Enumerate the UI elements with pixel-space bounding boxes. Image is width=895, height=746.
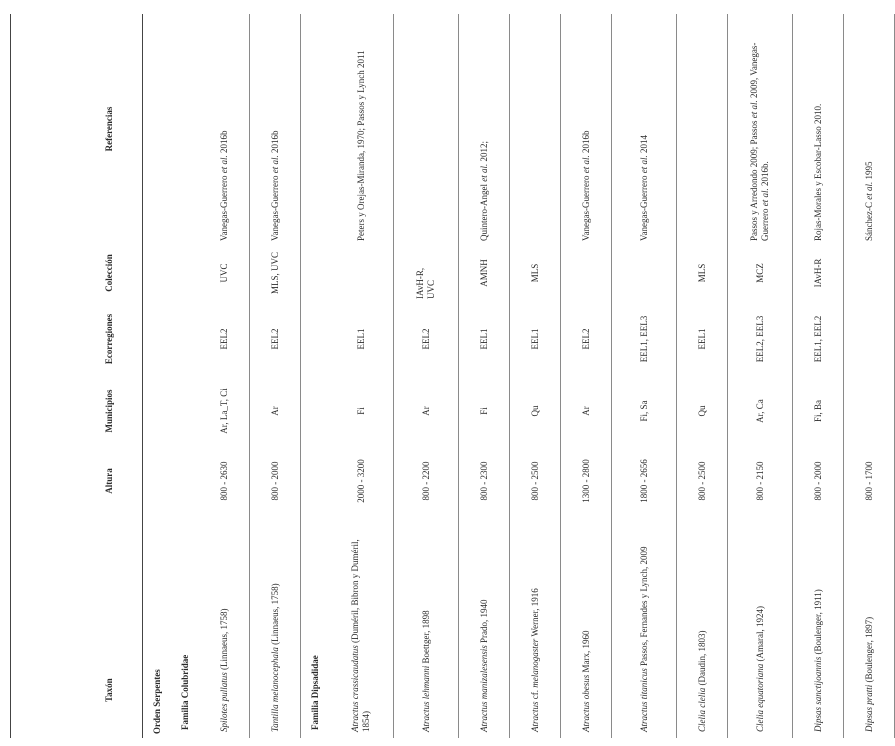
cell-ecorregiones: EEL1 <box>355 328 366 350</box>
ref-text: Sánchez-C <box>863 199 874 241</box>
cell-referencias <box>250 14 301 244</box>
table-row <box>329 14 394 738</box>
table-row <box>199 14 250 738</box>
cell-ecorregiones: EEL2 <box>269 328 280 350</box>
ref-text-post: 2012; <box>478 141 489 164</box>
ref-et-al: et al. <box>638 155 649 174</box>
species-author: Prado, 1940 <box>478 599 489 646</box>
ref-text: Vanegas-Guerrero <box>269 173 280 241</box>
order-label: Orden Serpentes <box>151 669 162 734</box>
cell-altura: 800 - 2000 <box>812 461 823 501</box>
table-row <box>844 14 895 738</box>
cell-referencias <box>329 14 394 244</box>
species-name: Clelia equatoriana <box>754 663 765 732</box>
table-row <box>459 14 510 738</box>
ref-text-post: 2016b <box>218 130 229 156</box>
cell-municipios: Ar <box>580 406 591 416</box>
species-name: Atractus titanicus <box>638 668 649 732</box>
species-name: Atractus <box>529 701 540 732</box>
ref-text-post: 2016b <box>269 130 280 156</box>
family-label-colubridae: Familia Colubridae <box>179 654 190 730</box>
ref-text: Quintero-Angel <box>478 181 489 241</box>
cell-altura: 800 - 2500 <box>696 461 707 501</box>
cell-coleccion: MLS <box>696 263 707 283</box>
cell-coleccion: MLS <box>529 263 540 283</box>
table-row <box>561 14 612 738</box>
species-epithet: melanogaster <box>529 638 540 688</box>
cell-municipios: Fi <box>478 407 489 415</box>
cell-ecorregiones: EEL1, EEL3 <box>638 315 649 363</box>
cell-altura: 1300 - 2800 <box>580 459 591 503</box>
species-author: Werner, 1916 <box>529 588 540 639</box>
header-ecorregiones: Ecorregiones <box>103 313 114 365</box>
ref-et-al: et al. <box>580 155 591 174</box>
species-author: (Boulenger, 1897) <box>863 616 874 685</box>
ref-text-post: 2016b. <box>760 161 770 189</box>
cell-referencias <box>561 14 612 244</box>
species-author: Boettger, 1898 <box>420 610 431 666</box>
ref-text-post: 2016b <box>580 130 591 156</box>
cell-ecorregiones: EEL2 <box>580 328 591 350</box>
cell-municipios: Fi, Sa <box>638 400 649 422</box>
cell-ecorregiones: EEL2 <box>218 328 229 350</box>
cell-municipios: Ar <box>420 406 431 416</box>
species-name: Atractus lehmanni <box>420 665 431 732</box>
ref-et-al: et al. <box>863 181 874 200</box>
cell-coleccion: AMNH <box>478 259 489 287</box>
cell-referencias <box>199 14 250 244</box>
ref-et-al: et al. <box>218 155 229 174</box>
table-row <box>793 14 844 738</box>
cell-altura: 800 - 2000 <box>269 461 280 501</box>
ref-text-post: 1995 <box>863 161 874 182</box>
species-author: Marx, 1960 <box>580 630 591 675</box>
top-rule <box>11 14 77 738</box>
species-name: Atractus crassicaudatus <box>350 645 361 732</box>
species-author: (Daudin, 1803) <box>696 630 707 688</box>
header-altura: Altura <box>103 468 114 494</box>
species-name: Atractus obesus <box>580 674 591 732</box>
cell-referencias <box>612 14 677 244</box>
species-author: (Linnaeus, 1758) <box>269 583 280 648</box>
species-author: Passos, Fernandes y Lynch, 2009 <box>638 546 649 669</box>
table-row <box>394 14 459 738</box>
table-row <box>728 14 793 738</box>
cell-referencias <box>510 14 561 244</box>
table-row <box>510 14 561 738</box>
species-name: Tantilla melanocephala <box>269 647 280 732</box>
order-row <box>143 14 172 738</box>
cell-municipios: Fi, Ba <box>812 400 823 423</box>
cell-ecorregiones: EEL1 <box>478 328 489 350</box>
ref-text: Peters y Orejas-Miranda, 1970; Passos y Lynch 2011 <box>355 50 366 241</box>
header-coleccion: Colección <box>103 254 114 292</box>
cell-coleccion <box>844 244 895 302</box>
cell-ecorregiones: EEL2, EEL3 <box>754 315 765 363</box>
ref-text-mid: 2009, Vanegas-Guerrero <box>749 42 770 241</box>
cell-ecorregiones: EEL1 <box>529 328 540 350</box>
species-author: (Amaral, 1924) <box>754 606 765 664</box>
cell-municipios: Qu <box>696 405 707 417</box>
header-municipios: Municipios <box>103 389 114 433</box>
species-name: Dipsas pratti <box>863 684 874 732</box>
species-author: (Duméril, Bibron y Duméril, 1854) <box>350 539 371 732</box>
cell-referencias <box>793 14 844 244</box>
table-row <box>677 14 728 738</box>
cell-altura: 800 - 2150 <box>754 461 765 501</box>
cell-ecorregiones <box>844 302 895 376</box>
cell-altura: 800 - 2500 <box>529 461 540 501</box>
header-referencias: Referencias <box>103 106 114 152</box>
species-table <box>10 14 895 738</box>
ref-text-post: 2014 <box>638 135 649 156</box>
ref-et-al: et al. <box>749 100 760 119</box>
ref-text: Rojas-Morales y Escobar-Lasso 2010. <box>812 103 823 241</box>
species-name: Clelia clelia <box>696 687 707 732</box>
cell-coleccion: MLS, UVC <box>269 252 280 295</box>
species-name: Dipsas sanctijoannis <box>812 656 823 732</box>
cell-municipios <box>844 376 895 446</box>
cell-coleccion: UVC <box>218 263 229 283</box>
table-row <box>612 14 677 738</box>
cell-municipios: Ar, La_T, Ci <box>218 388 229 434</box>
family-row-colubridae <box>171 14 199 738</box>
cell-municipios: Ar, Ca <box>754 399 765 423</box>
cell-altura: 800 - 2200 <box>420 461 431 501</box>
cell-altura: 2000 - 3200 <box>355 459 366 503</box>
ref-et-al-2: et al. <box>760 188 770 207</box>
species-author: (Linnaeus, 1758) <box>218 608 229 673</box>
cell-coleccion: IAvH-R <box>812 258 823 288</box>
ref-text: Passos y Arredondo 2009; Passos <box>749 118 760 241</box>
table-row <box>250 14 301 738</box>
cell-municipios: Fi <box>355 407 366 415</box>
cell-municipios: Ar <box>269 406 280 416</box>
cell-coleccion: IAvH-R, UVC <box>415 267 436 299</box>
species-author: (Boulenger, 1911) <box>812 589 823 657</box>
cell-coleccion <box>329 244 394 302</box>
cell-altura: 800 - 2630 <box>218 461 229 501</box>
cell-coleccion <box>612 244 677 302</box>
cell-altura: 800 - 1700 <box>863 461 874 501</box>
cell-coleccion <box>561 244 612 302</box>
species-qualifier: cf. <box>529 687 540 702</box>
species-name: Atractus manizalesensis <box>478 645 489 732</box>
species-name: Spilotes pullatus <box>218 672 229 732</box>
cell-ecorregiones: EEL2 <box>420 328 431 350</box>
cell-ecorregiones: EEL1 <box>696 328 707 350</box>
cell-referencias <box>677 14 728 244</box>
cell-referencias <box>459 14 510 244</box>
cell-referencias <box>728 14 793 244</box>
ref-text: Vanegas-Guerrero <box>638 173 649 241</box>
header-row <box>77 14 143 738</box>
cell-municipios: Qu <box>529 405 540 417</box>
family-label-dipsadidae: Familia Dipsadidae <box>309 655 320 730</box>
header-taxon: Taxón <box>103 678 114 702</box>
cell-altura: 1800 - 2656 <box>638 459 649 503</box>
ref-et-al: et al. <box>478 163 489 182</box>
ref-text: Vanegas-Guerrero <box>580 173 591 241</box>
cell-ecorregiones: EEL1, EEL2 <box>812 315 823 363</box>
cell-referencias <box>394 14 459 244</box>
cell-altura: 800 - 2300 <box>478 461 489 501</box>
cell-referencias <box>844 14 895 244</box>
ref-et-al: et al. <box>269 155 280 174</box>
cell-coleccion: MCZ <box>754 263 765 283</box>
ref-text: Vanegas-Guerrero <box>218 173 229 241</box>
family-row-dipsadidae <box>301 14 330 738</box>
